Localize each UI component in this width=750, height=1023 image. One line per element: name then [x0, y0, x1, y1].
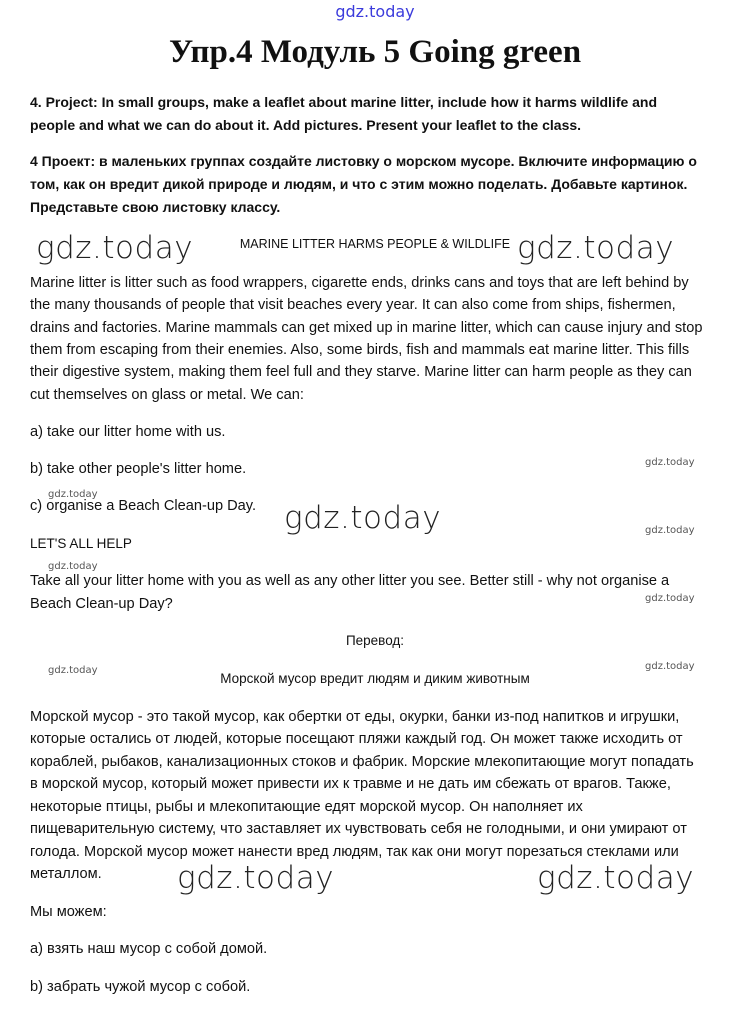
watermark: gdz.today [517, 230, 675, 266]
ru-paragraph-line: в морской мусор, который может привести их к травме и не дать им сбежать от врагов. Также, [30, 776, 671, 792]
watermark-small: gdz.today [48, 665, 98, 676]
ru-paragraph-line: металлом. [30, 866, 102, 882]
page-title: Упр.4 Модуль 5 Going green [168, 34, 582, 70]
en-paragraph-line: the many thousands of people that visit beaches every year. It can also come from ships, fishermen, [30, 297, 676, 313]
ru-paragraph-line: Морской мусор - это такой мусор, как обертки от еды, окурки, банки из-под напитков и игрушки, [30, 709, 680, 725]
en-help-line: Take all your litter home with you as well as any other litter you see. Better still - why not organise a [30, 573, 670, 589]
watermark-small: gdz.today [645, 661, 695, 672]
en-paragraph-line: them from escaping from their enemies. Also, some birds, fish and mammals eat marine litter. This fills [30, 342, 690, 358]
task-en-line: people and what we can do about it. Add pictures. Present your leaflet to the class. [30, 117, 582, 133]
ru-paragraph-line: некоторые птицы, рыбы и млекопитающие едят морской мусор. Он наполняет их [30, 799, 583, 815]
watermark: gdz.today [537, 860, 695, 896]
ru-list-item: b) забрать чужой мусор с собой. [30, 979, 251, 995]
watermark-small: gdz.today [48, 561, 98, 572]
ru-paragraph-line: кораблей, рыбаков, канализационных стоков и фабрик. Морские млекопитающие могут попадать [30, 754, 694, 770]
watermark: gdz.today [177, 860, 335, 896]
task-ru-line: Представьте свою листовку классу. [30, 199, 281, 215]
en-heading: MARINE LITTER HARMS PEOPLE & WILDLIFE [239, 237, 511, 251]
ru-heading: Морской мусор вредит людям и диким животным [220, 671, 530, 686]
translation-label: Перевод: [345, 633, 405, 648]
en-paragraph-line: their digestive system, making them feel full and they starve. Marine litter can harm people as they can [30, 364, 692, 380]
watermark-small: gdz.today [645, 457, 695, 468]
en-paragraph-line: cut themselves on glass or metal. We can: [30, 387, 304, 403]
ru-paragraph-line: которые остались от людей, которые посещают пляжи каждый год. Он может также исходить от [30, 731, 683, 747]
en-help-line: Beach Clean-up Day? [30, 596, 173, 612]
en-help-heading: LET'S ALL HELP [30, 536, 132, 551]
en-paragraph-line: drains and factories. Marine mammals can get mixed up in marine litter, which can cause injury and stop [30, 320, 703, 336]
en-paragraph-line: Marine litter is litter such as food wrappers, cigarette ends, drinks cans and toys that are left behind by [30, 275, 689, 291]
task-ru-line: 4 Проект: в маленьких группах создайте листовку о морском мусоре. Включите информацию о [30, 153, 697, 169]
task-ru-line: том, как он вредит дикой природе и людям, и что с этим можно поделать. Добавьте картинок. [30, 176, 688, 192]
en-list-item: a) take our litter home with us. [30, 424, 226, 440]
ru-paragraph-line: пищеварительную систему, что заставляет их чувствовать себя не голодными, и они умирают от [30, 821, 687, 837]
watermark-small: gdz.today [48, 489, 98, 500]
ru-list-item: а) взять наш мусор с собой домой. [30, 941, 268, 957]
watermark-top: gdz.today [335, 2, 415, 21]
watermark-small: gdz.today [645, 593, 695, 604]
watermark-small: gdz.today [645, 525, 695, 536]
en-list-item: b) take other people's litter home. [30, 461, 247, 477]
ru-paragraph-line: голода. Морской мусор может нанести вред людям, так как они могут порезаться стеклами или [30, 844, 679, 860]
watermark: gdz.today [36, 230, 194, 266]
task-en-line: 4. Project: In small groups, make a leaflet about marine litter, include how it harms wildlife and [30, 94, 658, 110]
en-list-item: c) organise a Beach Clean-up Day. [30, 498, 257, 514]
ru-we-can: Мы можем: [30, 904, 107, 920]
watermark: gdz.today [284, 500, 442, 536]
